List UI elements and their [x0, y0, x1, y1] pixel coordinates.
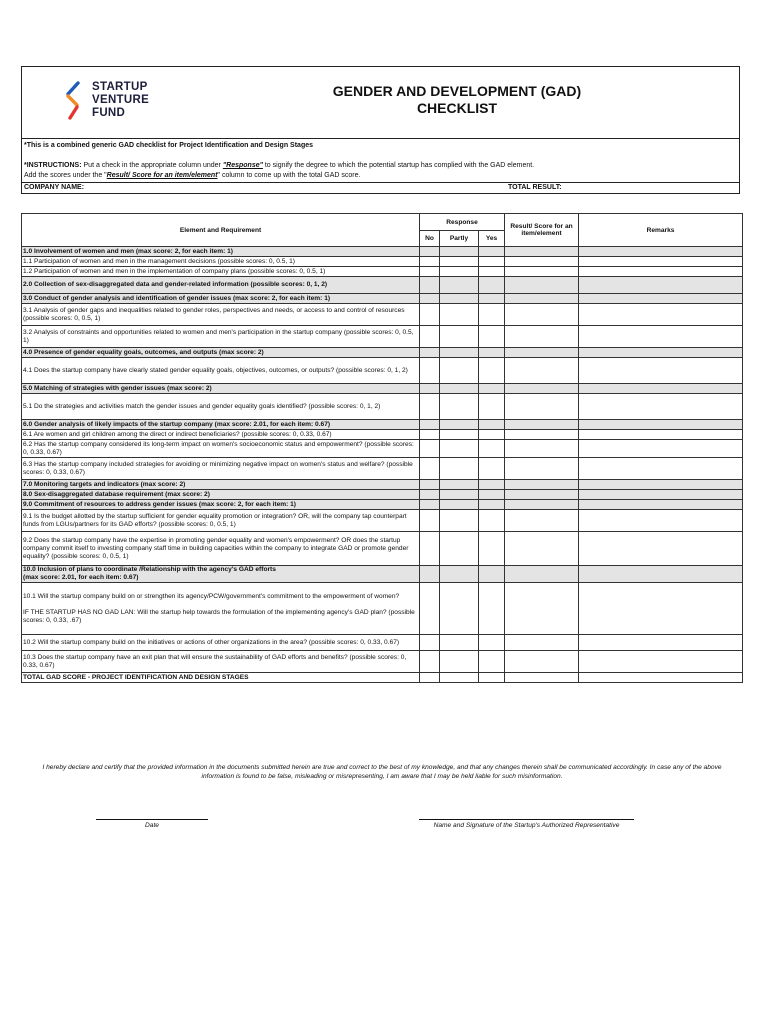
response-yes-cell[interactable]: [479, 490, 505, 500]
response-yes-cell[interactable]: [479, 420, 505, 430]
checklist-item-row: [22, 326, 743, 348]
element-requirement-cell: [22, 583, 420, 635]
response-yes-cell[interactable]: [479, 440, 505, 458]
element-requirement-cell: [22, 635, 420, 651]
checklist-section-row: [22, 247, 743, 257]
response-yes-cell[interactable]: [479, 651, 505, 673]
instructions-line2-start: Add the scores under the ": [24, 171, 107, 179]
checklist-item-row: [22, 358, 743, 384]
response-no-cell[interactable]: [420, 651, 440, 673]
element-requirement-text: 6.3 Has the startup company included strategies for avoiding or minimizing negative impact on women's status and welfare? (possible scores: 0, 0.33, 0.67): [23, 460, 413, 476]
response-yes-cell[interactable]: [479, 480, 505, 490]
element-requirement-text: 7.0 Monitoring targets and indicators (max score: 2): [23, 480, 186, 488]
element-requirement-text: 3.1 Analysis of gender gaps and inequalities related to gender roles, perspectives and needs, or access to and control of resources (possible scores: 0, 0.5, 1): [23, 306, 405, 322]
response-no-cell[interactable]: [420, 532, 440, 566]
checklist-section-row: [22, 566, 743, 583]
response-partly-cell[interactable]: [440, 358, 479, 384]
response-no-cell[interactable]: [420, 635, 440, 651]
result-score-cell[interactable]: [505, 500, 579, 510]
checklist-item-row: [22, 440, 743, 458]
response-no-cell[interactable]: [420, 277, 440, 294]
response-no-cell[interactable]: [420, 348, 440, 358]
response-yes-cell[interactable]: [479, 500, 505, 510]
element-requirement-text: 4.0 Presence of gender equality goals, outcomes, and outputs (max score: 2): [23, 348, 264, 356]
element-requirement-cell: [22, 490, 420, 500]
element-requirement-text: 5.1 Do the strategies and activities match the gender issues and gender equality goals identified? (possible scores: 0, 1, 2): [23, 402, 381, 410]
remarks-cell[interactable]: [579, 257, 743, 267]
response-yes-cell[interactable]: [479, 430, 505, 440]
remarks-cell[interactable]: [579, 277, 743, 294]
result-score-cell[interactable]: [505, 510, 579, 532]
document-header: [21, 66, 740, 194]
response-yes-cell[interactable]: [479, 294, 505, 304]
response-no-cell[interactable]: [420, 566, 440, 583]
logo-line-2: VENTURE: [92, 94, 150, 106]
response-partly-cell[interactable]: [440, 304, 479, 326]
logo-line-1: STARTUP: [92, 81, 148, 93]
checklist-item-row: [22, 635, 743, 651]
checklist-section-row: [22, 277, 743, 294]
checklist-item-row: [22, 532, 743, 566]
response-yes-cell[interactable]: [479, 326, 505, 348]
response-yes-cell[interactable]: [479, 394, 505, 420]
checklist-section-row: [22, 420, 743, 430]
remarks-cell[interactable]: [579, 583, 743, 635]
logo-line-3: FUND: [92, 107, 126, 119]
element-requirement-text: 6.0 Gender analysis of likely impacts of the startup company (max score: 2.01, for each item: 0.67): [23, 420, 331, 428]
response-partly-cell[interactable]: [440, 384, 479, 394]
element-requirement-text-cont: IF THE STARTUP HAS NO GAD LAN: Will the startup help towards the formulation of the implementing agency's GAD plan? (possible scores: 0, 0.33, .67): [23, 608, 415, 624]
checklist-section-row: [22, 348, 743, 358]
response-no-cell[interactable]: [420, 384, 440, 394]
element-requirement-text: 1.0 Involvement of women and men (max score: 2, for each item: 1): [23, 247, 233, 255]
element-requirement-cell: [22, 430, 420, 440]
representative-signature-label: Name and Signature of the Startup's Authorized Representative: [433, 822, 620, 829]
element-requirement-text: 9.2 Does the startup company have the expertise in promoting gender equality and women's empowerment? OR does the startup company commit itself to investing company staff time in building capacities within the company to integrate GAD or promote gender equality? (possible scores: 0, 0.5, 1): [23, 536, 409, 560]
gad-checklist-table: [21, 213, 743, 683]
response-partly-cell[interactable]: [440, 326, 479, 348]
result-score-cell[interactable]: [505, 304, 579, 326]
response-no-cell[interactable]: [420, 490, 440, 500]
representative-signature-line[interactable]: [419, 819, 634, 820]
remarks-cell[interactable]: [579, 420, 743, 430]
result-score-cell[interactable]: [505, 673, 579, 683]
response-partly-cell[interactable]: [440, 294, 479, 304]
element-requirement-text: TOTAL GAD SCORE - PROJECT IDENTIFICATION AND DESIGN STAGES: [23, 673, 249, 681]
result-score-cell[interactable]: [505, 440, 579, 458]
remarks-cell[interactable]: [579, 294, 743, 304]
result-score-header: Result/ Score for an item/element: [505, 214, 579, 247]
response-partly-cell[interactable]: [440, 651, 479, 673]
instructions: [24, 161, 534, 180]
total-result-field[interactable]: TOTAL RESULT:: [508, 184, 562, 191]
element-requirement-text: 8.0 Sex-disaggregated database requirement (max score: 2): [23, 490, 210, 498]
result-score-cell[interactable]: [505, 651, 579, 673]
remarks-cell[interactable]: [579, 490, 743, 500]
response-no-cell[interactable]: [420, 294, 440, 304]
checklist-body: [22, 247, 743, 683]
response-yes-cell[interactable]: [479, 304, 505, 326]
document-title: [262, 83, 652, 117]
response-partly-cell[interactable]: [440, 420, 479, 430]
response-yes-cell[interactable]: [479, 532, 505, 566]
response-no-cell[interactable]: [420, 458, 440, 480]
date-label: Date: [145, 822, 159, 829]
remarks-cell[interactable]: [579, 510, 743, 532]
checklist-total-row: [22, 673, 743, 683]
remarks-cell[interactable]: [579, 326, 743, 348]
result-score-cell[interactable]: [505, 384, 579, 394]
response-yes-cell[interactable]: [479, 257, 505, 267]
element-requirement-cell: [22, 294, 420, 304]
response-partly-cell[interactable]: [440, 430, 479, 440]
result-score-cell[interactable]: [505, 348, 579, 358]
response-partly-cell[interactable]: [440, 348, 479, 358]
response-yes-cell[interactable]: [479, 458, 505, 480]
instructions-score-word: Result/ Score for an item/element: [106, 171, 218, 179]
remarks-cell[interactable]: [579, 500, 743, 510]
header-divider: [22, 138, 739, 139]
response-yes-cell[interactable]: [479, 635, 505, 651]
checklist-section-row: [22, 480, 743, 490]
response-no-cell[interactable]: [420, 420, 440, 430]
checklist-item-row: [22, 510, 743, 532]
response-no-cell[interactable]: [420, 247, 440, 257]
header-divider: [22, 182, 739, 183]
date-signature-line[interactable]: [96, 819, 208, 820]
instructions-line-2: [24, 171, 534, 181]
result-score-cell[interactable]: [505, 458, 579, 480]
response-partly-cell[interactable]: [440, 480, 479, 490]
response-partly-cell[interactable]: [440, 583, 479, 635]
element-requirement-text: 5.0 Matching of strategies with gender issues (max score: 2): [23, 384, 212, 392]
remarks-cell[interactable]: [579, 566, 743, 583]
title-line-2: CHECKLIST: [416, 100, 498, 116]
remarks-cell[interactable]: [579, 384, 743, 394]
response-no-cell[interactable]: [420, 267, 440, 277]
logo-chevron-icon: [64, 81, 86, 121]
remarks-cell[interactable]: [579, 358, 743, 384]
element-requirement-cell: [22, 480, 420, 490]
element-requirement-cell: [22, 247, 420, 257]
element-requirement-cell: [22, 500, 420, 510]
response-yes-cell[interactable]: [479, 247, 505, 257]
response-partly-cell[interactable]: [440, 458, 479, 480]
checklist-item-row: [22, 430, 743, 440]
remarks-cell[interactable]: [579, 247, 743, 257]
element-requirement-text: 1.2 Participation of women and men in the implementation of company plans (possible scores: 0, 0.5, 1): [23, 267, 326, 275]
result-score-cell[interactable]: [505, 358, 579, 384]
result-score-cell[interactable]: [505, 420, 579, 430]
response-no-cell[interactable]: [420, 257, 440, 267]
element-requirement-text-cont: (max score: 2.01, for each item: 0.67): [23, 574, 139, 581]
element-requirement-cell: [22, 394, 420, 420]
response-partly-cell[interactable]: [440, 635, 479, 651]
element-requirement-cell: [22, 673, 420, 683]
checklist-section-row: [22, 490, 743, 500]
checklist-section-row: [22, 500, 743, 510]
response-partly-cell[interactable]: [440, 673, 479, 683]
element-requirement-cell: [22, 277, 420, 294]
startup-venture-fund-logo: [64, 79, 184, 129]
element-requirement-cell: [22, 566, 420, 583]
result-score-cell[interactable]: [505, 267, 579, 277]
response-partly-cell[interactable]: [440, 532, 479, 566]
remarks-cell[interactable]: [579, 673, 743, 683]
checklist-item-row: [22, 257, 743, 267]
response-no-cell[interactable]: [420, 304, 440, 326]
response-yes-cell[interactable]: [479, 267, 505, 277]
result-score-cell[interactable]: [505, 635, 579, 651]
element-requirement-text: 2.0 Collection of sex-disaggregated data and gender-related information (possible scores: 0, 1, 2): [23, 281, 328, 288]
checklist-item-row: [22, 583, 743, 635]
instructions-part-1: Put a check in the appropriate column under: [81, 162, 223, 169]
response-yes-cell[interactable]: [479, 510, 505, 532]
element-requirement-cell: [22, 651, 420, 673]
element-requirement-text: 3.0 Conduct of gender analysis and identification of gender issues (max score: 2, for each item: 1): [23, 294, 331, 302]
response-partly-cell[interactable]: [440, 267, 479, 277]
response-partly-cell[interactable]: [440, 490, 479, 500]
result-score-cell[interactable]: [505, 430, 579, 440]
remarks-cell[interactable]: [579, 304, 743, 326]
element-requirement-text: 4.1 Does the startup company have clearly stated gender equality goals, objectives, outcomes, or outputs? (possible scores: 0, 1, 2): [23, 366, 408, 374]
element-requirement-cell: [22, 267, 420, 277]
element-requirement-text: 3.2 Analysis of constraints and opportunities related to women and men's participation in the startup company (possible scores: 0, 0.5, 1): [23, 328, 414, 344]
response-no-cell[interactable]: [420, 358, 440, 384]
remarks-cell[interactable]: [579, 430, 743, 440]
result-score-cell[interactable]: [505, 294, 579, 304]
element-requirement-text: 10.0 Inclusion of plans to coordinate /Relationship with the agency's GAD efforts: [23, 566, 276, 573]
response-partly-cell[interactable]: [440, 247, 479, 257]
response-no-cell[interactable]: [420, 673, 440, 683]
response-partly-cell[interactable]: [440, 277, 479, 294]
instructions-line-1: [24, 161, 534, 171]
response-yes-cell[interactable]: [479, 673, 505, 683]
result-score-cell[interactable]: [505, 566, 579, 583]
result-score-cell[interactable]: [505, 490, 579, 500]
checklist-item-row: [22, 458, 743, 480]
instructions-line2-end: " column to come up with the total GAD score.: [217, 171, 361, 179]
checklist-item-row: [22, 304, 743, 326]
logo-wordmark: [92, 81, 149, 120]
instructions-part-2: to signify the degree to which the potential startup has complied with the GAD element.: [262, 162, 535, 169]
remarks-cell[interactable]: [579, 480, 743, 490]
remarks-cell[interactable]: [579, 532, 743, 566]
checklist-item-row: [22, 394, 743, 420]
element-requirement-cell: [22, 532, 420, 566]
response-partly-cell[interactable]: [440, 566, 479, 583]
result-score-cell[interactable]: [505, 257, 579, 267]
element-requirement-cell: [22, 458, 420, 480]
element-requirement-cell: [22, 326, 420, 348]
remarks-cell[interactable]: [579, 651, 743, 673]
response-no-cell[interactable]: [420, 430, 440, 440]
response-yes-cell[interactable]: [479, 358, 505, 384]
result-score-cell[interactable]: [505, 583, 579, 635]
result-score-cell[interactable]: [505, 394, 579, 420]
element-requirement-text: 10.2 Will the startup company build on the initiatives or actions of other organizations in the area? (possible scores: 0, 0.33, 0.67): [23, 638, 400, 646]
response-header: Response: [420, 214, 505, 231]
combined-checklist-note: *This is a combined generic GAD checklist for Project Identification and Design Stages: [24, 142, 314, 149]
element-requirement-cell: [22, 257, 420, 267]
response-no-cell[interactable]: [420, 394, 440, 420]
result-score-cell[interactable]: [505, 326, 579, 348]
element-requirement-text: 6.2 Has the startup company considered its long-term impact on women's socioeconomic status and empowerment? (possible scores: 0, 0.33, 0.67): [23, 440, 414, 456]
remarks-cell[interactable]: [579, 458, 743, 480]
result-score-cell[interactable]: [505, 247, 579, 257]
response-no-cell[interactable]: [420, 480, 440, 490]
remarks-cell[interactable]: [579, 635, 743, 651]
element-requirement-cell: [22, 304, 420, 326]
result-score-cell[interactable]: [505, 532, 579, 566]
result-score-cell[interactable]: [505, 277, 579, 294]
response-no-cell[interactable]: [420, 500, 440, 510]
element-requirement-text: 1.1 Participation of women and men in the management decisions (possible scores: 0, 0.5, 1): [23, 257, 295, 265]
declaration-statement: I hereby declare and certify that the provided information in the documents submitted herein are true and correct to the best of my knowledge, and that any changes therein shall be communicated accordingly. In case any of the above information is found to be false, misleading or misrepresenting, I am aware that I may be held liable for such misinformation.: [42, 764, 722, 780]
remarks-cell[interactable]: [579, 348, 743, 358]
element-requirement-text: 9.1 Is the budget allotted by the startup sufficient for gender equality promotion or integration? OR, will the company tap counterpart funds from LGUs/partners for its GAD efforts? (possible scores: 0, 0.5, 1): [23, 512, 407, 528]
response-partly-cell[interactable]: [440, 440, 479, 458]
response-partly-cell[interactable]: [440, 510, 479, 532]
response-yes-cell[interactable]: [479, 583, 505, 635]
title-line-1: GENDER AND DEVELOPMENT (GAD): [332, 83, 582, 99]
element-requirement-text: 9.0 Commitment of resources to address gender issues (max score: 2, for each item: 1): [23, 500, 296, 508]
response-partly-cell[interactable]: [440, 500, 479, 510]
element-requirement-cell: [22, 348, 420, 358]
checklist-section-row: [22, 384, 743, 394]
instructions-lead: *INSTRUCTIONS:: [24, 162, 82, 169]
remarks-cell[interactable]: [579, 267, 743, 277]
response-partly-cell[interactable]: [440, 257, 479, 267]
element-requirement-cell: [22, 440, 420, 458]
instructions-response-word: "Response": [222, 162, 263, 169]
element-requirement-text: 6.1 Are women and girl children among the direct or indirect beneficiaries? (possible scores: 0, 0.33, 0.67): [23, 430, 332, 438]
element-requirement-cell: [22, 358, 420, 384]
response-yes-header: Yes: [479, 231, 505, 247]
company-name-field[interactable]: COMPANY NAME:: [24, 184, 85, 191]
element-requirement-text: 10.1 Will the startup company build on or strengthen its agency/PCW/government's commitment to the empowerment of women?: [23, 592, 400, 600]
element-requirement-header: Element and Requirement: [22, 214, 420, 247]
response-partly-header: Partly: [440, 231, 479, 247]
response-yes-cell[interactable]: [479, 566, 505, 583]
response-no-cell[interactable]: [420, 326, 440, 348]
response-yes-cell[interactable]: [479, 348, 505, 358]
response-yes-cell[interactable]: [479, 277, 505, 294]
remarks-cell[interactable]: [579, 440, 743, 458]
result-score-cell[interactable]: [505, 480, 579, 490]
response-no-cell[interactable]: [420, 440, 440, 458]
element-requirement-cell: [22, 510, 420, 532]
checklist-item-row: [22, 651, 743, 673]
response-no-cell[interactable]: [420, 583, 440, 635]
response-no-cell[interactable]: [420, 510, 440, 532]
response-no-header: No: [420, 231, 440, 247]
checklist-section-row: [22, 294, 743, 304]
response-partly-cell[interactable]: [440, 394, 479, 420]
element-requirement-cell: [22, 384, 420, 394]
response-yes-cell[interactable]: [479, 384, 505, 394]
checklist-item-row: [22, 267, 743, 277]
element-requirement-text: 10.3 Does the startup company have an exit plan that will ensure the sustainability of GAD efforts and benefits? (possible scores: 0, 0.33, 0.67): [23, 653, 407, 669]
remarks-cell[interactable]: [579, 394, 743, 420]
remarks-header: Remarks: [579, 214, 743, 247]
element-requirement-cell: [22, 420, 420, 430]
